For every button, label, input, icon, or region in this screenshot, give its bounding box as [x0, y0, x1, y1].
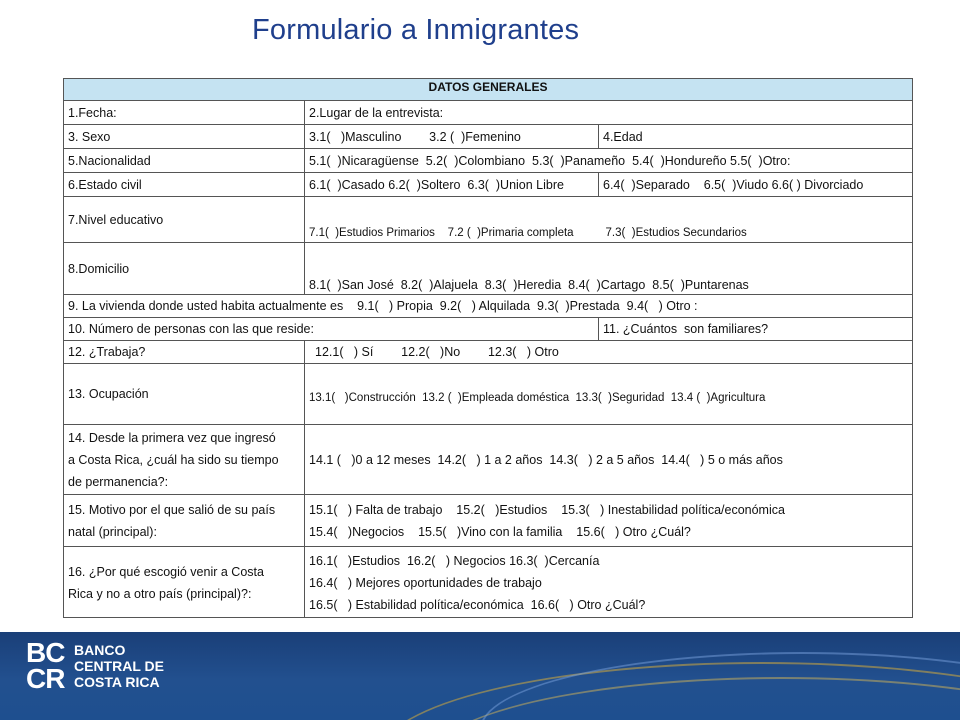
leave-reason-line-2: natal (principal):: [68, 524, 157, 539]
bank-name-line-1: BANCO: [74, 642, 126, 658]
decorative-wave: [480, 652, 960, 720]
page-title: Formulario a Inmigrantes: [252, 14, 580, 46]
occupation-options[interactable]: [304, 364, 912, 424]
form-row: [64, 172, 912, 196]
works-label: 12. ¿Trabaja?: [68, 345, 146, 359]
form-row: [64, 196, 912, 242]
nationality-label: 5.Nacionalidad: [68, 153, 151, 168]
family-members-field[interactable]: 11. ¿Cuántos son familiares?: [598, 318, 912, 340]
form-row: [64, 124, 912, 148]
residence-line-1: 8.1( )San José 8.2( )Alajuela 8.3( )Heredia 8.4( )Cartago 8.5( )Puntarenas: [309, 278, 749, 292]
leave-reason-options-line-1: 15.1( ) Falta de trabajo 15.2( )Estudios 15.3( ) Inestabilidad política/económica: [309, 502, 785, 517]
occupation-label: 13. Ocupación: [68, 387, 149, 401]
form-row: [64, 242, 912, 294]
form-header: DATOS GENERALES: [64, 79, 912, 100]
residence-options[interactable]: [304, 243, 912, 294]
residence-time-question: [64, 425, 304, 494]
education-line-1: 7.1( )Estudios Primarios 7.2 ( )Primaria completa 7.3( )Estudios Secundarios: [309, 227, 747, 239]
leave-reason-options-line-2: 15.4( )Negocios 15.5( )Vino con la familia 15.6( ) Otro ¿Cuál?: [309, 524, 691, 539]
choose-cr-options[interactable]: [304, 547, 912, 618]
civil-status-options-b[interactable]: 6.4( )Separado 6.5( )Viudo 6.6( ) Divorciado: [598, 173, 912, 196]
choose-cr-options-line-3: 16.5( ) Estabilidad política/económica 16.6( ) Otro ¿Cuál?: [309, 598, 646, 612]
works-options[interactable]: 12.1( ) Sí 12.2( )No 12.3( ) Otro: [304, 341, 912, 363]
civil-status-options-a[interactable]: 6.1( )Casado 6.2( )Soltero 6.3( )Union Libre: [304, 173, 598, 196]
interview-location-field[interactable]: 2.Lugar de la entrevista:: [304, 101, 912, 124]
occupation-line-1: 13.1( )Construcción 13.2 ( )Empleada doméstica 13.3( )Seguridad 13.4 ( )Agricultura: [309, 392, 766, 404]
form-row: [64, 546, 912, 618]
choose-cr-line-2: Rica y no a otro país (principal)?:: [68, 587, 252, 601]
form-row: [64, 340, 912, 363]
immigrant-form-table: [63, 78, 913, 618]
form-row: [64, 294, 912, 317]
form-row: [64, 363, 912, 424]
bccr-logo-mark: [26, 637, 65, 694]
choose-cr-options-line-1: 16.1( )Estudios 16.2( ) Negocios 16.3( )Cercanía: [309, 554, 600, 568]
logo-mark-top: BC: [26, 637, 65, 668]
leave-reason-line-1: 15. Motivo por el que salió de su país: [68, 502, 276, 517]
form-row: [64, 317, 912, 340]
residence-label: 8.Domicilio: [68, 261, 130, 276]
bank-name-line-2: CENTRAL DE: [74, 658, 164, 674]
housing-question[interactable]: 9. La vivienda donde usted habita actualmente es 9.1( ) Propia 9.2( ) Alquilada 9.3( )Prestada 9.4( ) Otro :: [68, 299, 698, 313]
form-row: [64, 148, 912, 172]
household-size-field[interactable]: 10. Número de personas con las que reside:: [68, 322, 314, 336]
education-options[interactable]: [304, 197, 912, 242]
choose-cr-question: [64, 547, 304, 618]
form-row: [64, 494, 912, 546]
residence-time-line-3: de permanencia?:: [68, 474, 169, 489]
age-field[interactable]: 4.Edad: [598, 125, 912, 148]
bank-name: [74, 642, 164, 690]
civil-status-label: 6.Estado civil: [68, 177, 142, 192]
form-row: [64, 424, 912, 494]
choose-cr-line-1: 16. ¿Por qué escogió venir a Costa: [68, 565, 264, 579]
bank-name-line-3: COSTA RICA: [74, 674, 160, 690]
residence-time-line-1: 14. Desde la primera vez que ingresó: [68, 430, 276, 445]
choose-cr-options-line-2: 16.4( ) Mejores oportunidades de trabajo: [309, 576, 542, 590]
footer-banner: [0, 632, 960, 720]
sex-label: 3. Sexo: [68, 129, 111, 144]
leave-reason-question: [64, 495, 304, 546]
nationality-options[interactable]: 5.1( )Nicaragüense 5.2( )Colombiano 5.3( )Panameño 5.4( )Hondureño 5.5( )Otro:: [304, 149, 912, 172]
education-label: 7.Nivel educativo: [68, 212, 164, 227]
form-row: [64, 100, 912, 124]
residence-time-options[interactable]: 14.1 ( )0 a 12 meses 14.2( ) 1 a 2 años 14.3( ) 2 a 5 años 14.4( ) 5 o más años: [304, 425, 912, 494]
leave-reason-options[interactable]: [304, 495, 912, 546]
sex-options[interactable]: 3.1( )Masculino 3.2 ( )Femenino: [304, 125, 598, 148]
residence-time-line-2: a Costa Rica, ¿cuál ha sido su tiempo: [68, 452, 279, 467]
logo-mark-bottom: CR: [26, 663, 65, 694]
form-header-row: [64, 79, 912, 100]
date-field[interactable]: 1.Fecha:: [68, 105, 117, 120]
